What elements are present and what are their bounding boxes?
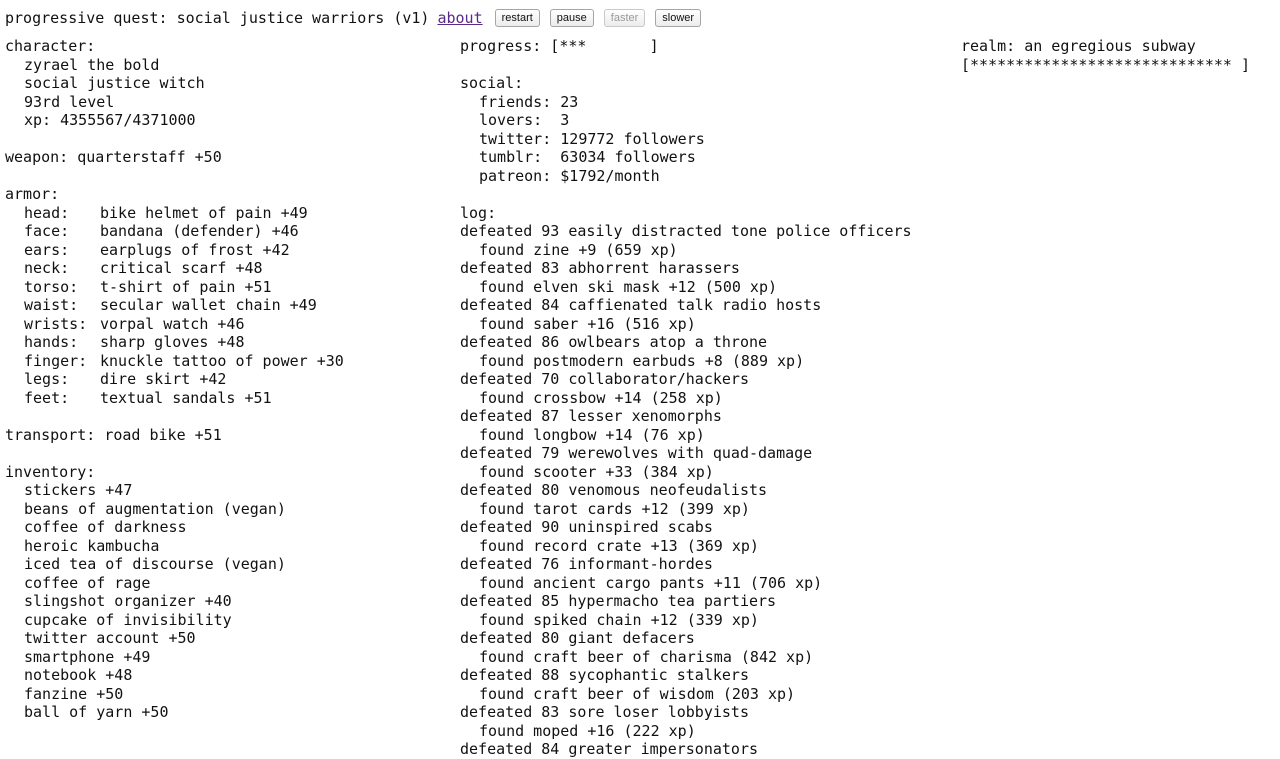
inventory-item: heroic kambucha <box>24 536 160 555</box>
armor-slot: feet: <box>24 388 70 407</box>
armor-slot: legs: <box>24 370 70 388</box>
about-link[interactable]: about <box>437 9 483 27</box>
inventory-item: iced tea of discourse (vegan) <box>24 555 286 573</box>
armor-item <box>5 352 455 371</box>
social-item: friends: 23 <box>479 92 579 111</box>
armor-item <box>5 296 455 315</box>
armor-slot: face: <box>24 222 70 240</box>
log-defeated: defeated 87 lesser xenomorphs <box>460 407 722 425</box>
log-found: found tarot cards +12 (399 xp) <box>479 499 750 518</box>
log-defeated: defeated 76 informant-hordes <box>460 555 713 573</box>
realm-progress: [***************************** ] <box>961 55 1250 74</box>
armor-item <box>5 204 455 223</box>
log-found: found craft beer of charisma (842 xp) <box>479 647 814 666</box>
social-item: patreon: $1792/month <box>479 166 660 185</box>
inventory-item: slingshot organizer +40 <box>24 592 232 610</box>
log-defeated: defeated 80 venomous neofeudalists <box>460 481 768 499</box>
inventory-item: ball of yarn +50 <box>24 703 169 721</box>
inventory-item: beans of augmentation (vegan) <box>24 499 286 518</box>
log-defeated: defeated 90 uninspired scabs <box>460 518 713 536</box>
log-found: found spiked chain +12 (339 xp) <box>479 610 759 629</box>
armor-value: vorpal watch +46 <box>100 314 245 333</box>
character-name: zyrael the bold <box>24 55 160 74</box>
armor-item <box>5 389 455 408</box>
header <box>5 7 711 29</box>
log-found: found elven ski mask +12 (500 xp) <box>479 277 778 296</box>
inventory-item: notebook +48 <box>24 666 133 684</box>
inventory-item: smartphone +49 <box>24 647 151 666</box>
armor-value: bike helmet of pain +49 <box>100 203 308 222</box>
log-label: log: <box>460 203 497 222</box>
armor-slot: neck: <box>24 259 70 277</box>
inventory-item: cupcake of invisibility <box>24 610 232 629</box>
faster-button[interactable]: faster <box>604 9 646 27</box>
armor-item <box>5 278 455 297</box>
armor-label: armor: <box>5 185 60 203</box>
log-found: found record crate +13 (369 xp) <box>479 536 759 555</box>
armor-item <box>5 259 455 278</box>
armor-slot: torso: <box>24 277 79 296</box>
character-class: social justice witch <box>24 74 205 92</box>
realm-column <box>961 37 1271 74</box>
inventory-label: inventory: <box>5 462 96 481</box>
armor-item <box>5 370 455 389</box>
log-defeated: defeated 70 collaborator/hackers <box>460 370 749 388</box>
log-defeated: defeated 84 greater impersonators <box>460 740 759 758</box>
log-found: found scooter +33 (384 xp) <box>479 462 714 481</box>
restart-button[interactable]: restart <box>495 9 540 27</box>
log-defeated: defeated 84 caffienated talk radio hosts <box>460 296 822 314</box>
inventory-item: twitter account +50 <box>24 629 196 647</box>
transport: transport: road bike +51 <box>5 425 222 444</box>
realm-name: realm: an egregious subway <box>961 37 1196 55</box>
social-list <box>460 93 950 186</box>
log-found: found ancient cargo pants +11 (706 xp) <box>479 573 823 592</box>
inventory-item: fanzine +50 <box>24 684 124 703</box>
log-found: found moped +16 (222 xp) <box>479 721 696 740</box>
log-found: found postmodern earbuds +8 (889 xp) <box>479 351 805 370</box>
armor-value: sharp gloves +48 <box>100 333 245 351</box>
inventory-item: stickers +47 <box>24 481 133 499</box>
armor-slot: wrists: <box>24 314 88 333</box>
character-label: character: <box>5 37 96 55</box>
pause-button[interactable]: pause <box>550 9 594 27</box>
armor-item <box>5 241 455 260</box>
character-xp: xp: 4355567/4371000 <box>24 111 196 129</box>
log-found: found crossbow +14 (258 xp) <box>479 388 723 407</box>
inventory-item: coffee of rage <box>24 573 151 592</box>
armor-value: dire skirt +42 <box>100 370 227 388</box>
status-column <box>460 37 950 759</box>
armor-value: secular wallet chain +49 <box>100 296 317 314</box>
game-title: progressive quest: social justice warriors (v1) <box>5 9 430 27</box>
character-column <box>5 37 455 722</box>
armor-slot: head: <box>24 203 70 222</box>
log-defeated: defeated 88 sycophantic stalkers <box>460 666 749 684</box>
slower-button[interactable]: slower <box>655 9 701 27</box>
armor-list <box>5 204 455 408</box>
log-found: found longbow +14 (76 xp) <box>479 425 705 444</box>
inventory-list <box>5 481 455 722</box>
armor-value: t-shirt of pain +51 <box>100 277 272 296</box>
armor-value: critical scarf +48 <box>100 259 263 277</box>
social-item: tumblr: 63034 followers <box>479 148 696 166</box>
armor-item <box>5 333 455 352</box>
armor-value: knuckle tattoo of power +30 <box>100 351 344 370</box>
log-defeated: defeated 93 easily distracted tone police officers <box>460 222 912 240</box>
log-found: found saber +16 (516 xp) <box>479 314 696 333</box>
log-defeated: defeated 80 giant defacers <box>460 629 695 647</box>
armor-slot: ears: <box>24 240 70 259</box>
armor-slot: waist: <box>24 296 79 314</box>
armor-slot: finger: <box>24 351 88 370</box>
inventory-item: coffee of darkness <box>24 518 187 536</box>
social-item: lovers: 3 <box>479 111 570 129</box>
log-defeated: defeated 86 owlbears atop a throne <box>460 333 768 351</box>
armor-value: earplugs of frost +42 <box>100 240 290 259</box>
social-item: twitter: 129772 followers <box>479 129 705 148</box>
quest-progress: progress: [*** ] <box>460 37 659 55</box>
log-found: found zine +9 (659 xp) <box>479 240 678 259</box>
log-defeated: defeated 83 abhorrent harassers <box>460 259 740 277</box>
armor-slot: hands: <box>24 333 79 351</box>
armor-item <box>5 222 455 241</box>
armor-value: textual sandals +51 <box>100 388 272 407</box>
armor-value: bandana (defender) +46 <box>100 222 299 240</box>
log-defeated: defeated 79 werewolves with quad-damage <box>460 444 813 462</box>
character-level: 93rd level <box>24 92 115 111</box>
log-defeated: defeated 85 hypermacho tea partiers <box>460 592 777 610</box>
weapon: weapon: quarterstaff +50 <box>5 148 222 166</box>
log-defeated: defeated 83 sore loser lobbyists <box>460 703 749 721</box>
log-list <box>460 222 950 759</box>
log-found: found craft beer of wisdom (203 xp) <box>479 684 796 703</box>
armor-item <box>5 315 455 334</box>
social-label: social: <box>460 74 524 92</box>
